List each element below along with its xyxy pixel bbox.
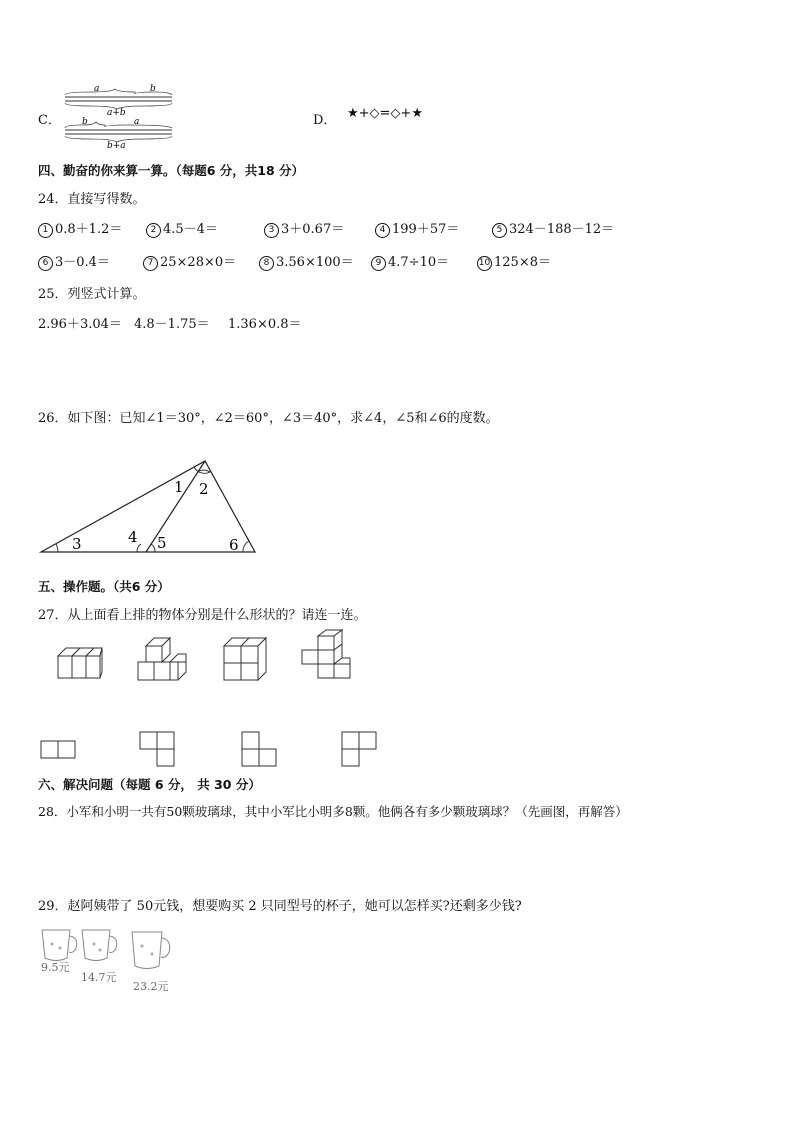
c-bot-b: b xyxy=(82,117,88,127)
cups-image xyxy=(36,924,176,996)
q24-item-10: 10 125×8＝ xyxy=(478,255,551,270)
q25-item-3: 1.36×0.8＝ xyxy=(228,317,302,332)
section4-heading: 四、勤奋的你来算一算。（每题6 分，共18 分） xyxy=(38,163,305,178)
q24-title: 24．直接写得数。 xyxy=(38,192,146,207)
q24-item-8: 8 3.56×100＝ xyxy=(259,251,354,271)
q24-item-1: 1 0.8＋1.2＝ xyxy=(38,218,122,238)
section6-heading: 六、解决问题（每题 6 分， 共 30 分） xyxy=(38,777,261,792)
c-bot-a: a xyxy=(134,117,140,127)
q24-item-7: 7 25×28×0＝ xyxy=(143,251,236,271)
q27-title: 27．从上面看上排的物体分别是什么形状的？请连一连。 xyxy=(38,608,367,623)
cube-object-1 xyxy=(56,638,104,680)
section5-heading: 五、操作题。（共6 分） xyxy=(38,579,170,594)
q25-title: 25．列竖式计算。 xyxy=(38,287,146,302)
q25-item-1: 2.96＋3.04＝ xyxy=(38,317,122,332)
angle-1-label: 1 xyxy=(174,478,184,496)
q24-item-6: 6 3－0.4＝ xyxy=(38,251,110,271)
q26-title: 26．如下图：已知∠1＝30°，∠2＝60°，∠3＝40°，求∠4，∠5和∠6的度数。 xyxy=(38,411,499,426)
top-view-1 xyxy=(40,740,76,760)
c-bot-sum: b+a xyxy=(107,141,126,148)
cube-object-2 xyxy=(136,632,188,684)
top-view-4 xyxy=(341,731,377,767)
q24-item-9: 9 4.7÷10＝ xyxy=(371,251,449,271)
angle-6-label: 6 xyxy=(229,536,239,554)
angle-3-label: 3 xyxy=(72,535,82,553)
q24-item-4: 4 199＋57＝ xyxy=(375,218,459,238)
cup-price-2: 14.7元 xyxy=(81,971,117,984)
c-top-a: a xyxy=(94,84,100,94)
option-c-label: C． xyxy=(38,113,61,128)
c-top-b: b xyxy=(150,84,156,94)
angle-2-label: 2 xyxy=(199,480,209,498)
q29-title: 29．赵阿姨带了 50元钱，想要购买 2 只同型号的杯子，她可以怎样买?还剩多少钱? xyxy=(38,899,522,914)
angle-5-label: 5 xyxy=(157,534,167,552)
option-c-diagram xyxy=(60,84,180,148)
q25-item-2: 4.8－1.75＝ xyxy=(134,317,210,332)
cup-price-3: 23.2元 xyxy=(133,980,169,993)
option-d-formula: ★+◇=◇+★ xyxy=(347,106,423,121)
cube-object-3 xyxy=(222,636,268,682)
cube-object-4 xyxy=(300,628,354,682)
q24-item-5: 5 324－188－12＝ xyxy=(492,218,614,238)
triangle-figure xyxy=(38,455,263,557)
q24-item-2: 2 4.5－4＝ xyxy=(146,218,218,238)
top-view-3 xyxy=(241,731,277,767)
cup-price-1: 9.5元 xyxy=(41,961,70,974)
angle-4-label: 4 xyxy=(128,528,138,546)
q28-title: 28．小军和小明一共有50颗玻璃球，其中小军比小明多8颗。他俩各有多少颗玻璃球？（先画图，再解答） xyxy=(38,804,628,819)
option-d-label: D． xyxy=(313,113,337,128)
q24-item-3: 3 3＋0.67＝ xyxy=(264,218,344,238)
c-top-sum: a+b xyxy=(107,108,126,118)
top-view-2 xyxy=(139,731,175,767)
